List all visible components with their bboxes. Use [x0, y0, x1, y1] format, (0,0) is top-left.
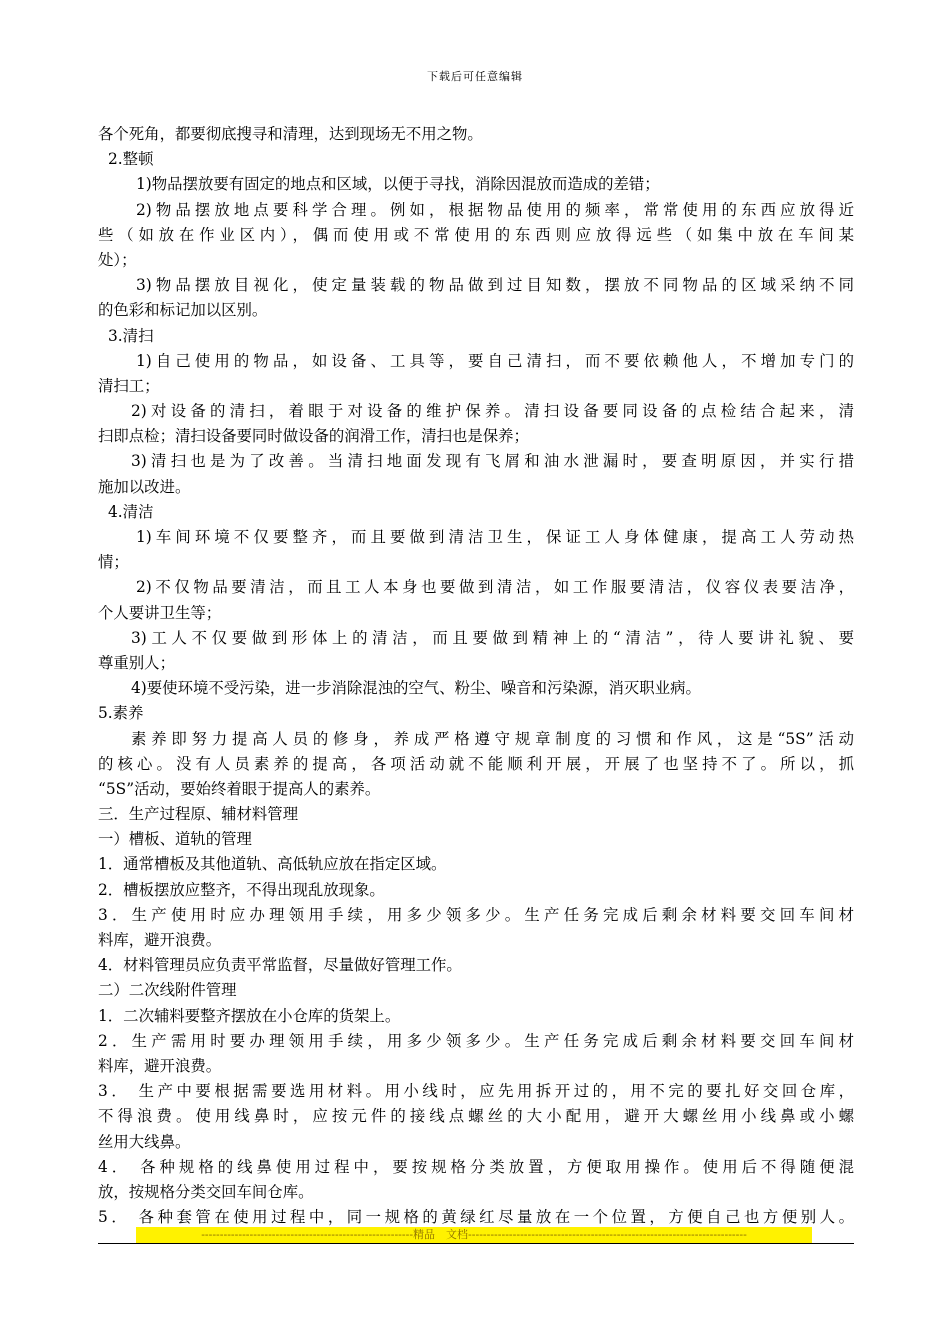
footer-rule [98, 1243, 854, 1244]
text-line: 5.素养 [98, 704, 144, 723]
text-line: 2.整顿 [108, 150, 154, 169]
text-line: 2．生产需用时要办理领用手续，用多少领多少。生产任务完成后剩余材料要交回车间材 [98, 1031, 854, 1050]
text-line: 5． 各种套管在使用过程中，同一规格的黄绿红尽量放在一个位置，方便自己也方便别人。 [98, 1208, 854, 1227]
text-line: 施加以改进。 [98, 477, 191, 496]
text-line: 1)车间环境不仅要整齐，而且要做到清洁卫生，保证工人身体健康，提高工人劳动热 [136, 528, 854, 546]
text-line: 4)要使环境不受污染，进一步消除混浊的空气、粉尘、噪音和污染源，消灭职业病。 [131, 679, 701, 698]
text-line: 4．材料管理员应负责平常监督，尽量做好管理工作。 [98, 956, 462, 975]
text-line: 三．生产过程原、辅材料管理 [98, 805, 299, 824]
text-line: 3.清扫 [108, 326, 154, 345]
text-line: 3)清扫也是为了改善。当清扫地面发现有飞屑和油水泄漏时，要查明原因，并实行措 [131, 452, 854, 471]
text-line: 4.清洁 [108, 502, 154, 521]
text-line: 二）二次线附件管理 [98, 981, 237, 1000]
text-line: 放，按规格分类交回车间仓库。 [98, 1182, 314, 1201]
text-line: 4． 各种规格的线鼻使用过程中，要按规格分类放置，方便取用操作。使用后不得随便混 [98, 1157, 854, 1176]
text-line: 尊重别人； [98, 653, 175, 672]
text-line: 丝用大线鼻。 [98, 1132, 191, 1151]
text-line: 的色彩和标记加以区别。 [98, 301, 268, 320]
text-line: 清扫工； [98, 376, 160, 395]
text-line: 1)自己使用的物品，如设备、工具等，要自己清扫，而不要依赖他人，不增加专门的 [136, 351, 854, 370]
text-line: 3)物品摆放目视化，使定量装载的物品做到过目知数，摆放不同物品的区域采纳不同 [136, 276, 854, 295]
text-line: 素养即努力提高人员的修身，养成严格遵守规章制度的习惯和作风，这是“5S”活动 [131, 729, 854, 748]
text-line: 料库，避开浪费。 [98, 1056, 222, 1075]
text-line: 处）； [98, 250, 137, 269]
text-line: 2)对设备的清扫，着眼于对设备的维护保养。清扫设备要同设备的点检结合起来，清 [131, 402, 854, 421]
text-line: 2)不仅物品要清洁，而且工人本身也要做到清洁，如工作服要清洁，仪容仪表要洁净， [136, 578, 854, 597]
text-line: 2．槽板摆放应整齐，不得出现乱放现象。 [98, 880, 385, 899]
text-line: 3)工人不仅要做到形体上的清洁，而且要做到精神上的“清洁”，待人要讲礼貌、要 [131, 628, 854, 647]
text-line: 一）槽板、道轨的管理 [98, 830, 252, 849]
text-line: 些（如放在作业区内），偶而使用或不常使用的东西则应放得远些（如集中放在车间某 [98, 225, 854, 244]
document-body [98, 122, 854, 1230]
text-line: 各个死角，都要彻底搜寻和清理，达到现场无不用之物。 [98, 125, 483, 143]
page-header: 下载后可任意编辑 [427, 70, 523, 83]
text-line: 1)物品摆放要有固定的地点和区域，以便于寻找，消除因混放而造成的差错； [136, 175, 660, 194]
text-line: 扫即点检；清扫设备要同时做设备的润滑工作，清扫也是保养； [98, 427, 529, 446]
text-line: 不得浪费。使用线鼻时，应按元件的接线点螺丝的大小配用，避开大螺丝用小线鼻或小螺 [98, 1107, 854, 1126]
text-line: 2)物品摆放地点要科学合理。例如，根据物品使用的频率，常常使用的东西应放得近 [136, 200, 854, 219]
text-line: 3． 生产中要根据需要选用材料。用小线时，应先用拆开过的，用不完的要扎好交回仓库， [98, 1082, 854, 1101]
text-line: 1．通常槽板及其他道轨、高低轨应放在指定区域。 [98, 855, 447, 874]
text-line: 个人要讲卫生等； [98, 603, 222, 622]
text-line: 1．二次辅料要整齐摆放在小仓库的货架上。 [98, 1006, 401, 1025]
text-line: 3．生产使用时应办理领用手续，用多少领多少。生产任务完成后剩余材料要交回车间材 [98, 905, 854, 924]
text-line: “5S”活动，要始终着眼于提高人的素养。 [98, 779, 381, 798]
text-line: 情； [98, 553, 129, 572]
footer-banner: ---------------------------------------------------------精品 文档--------------------------------------------------------------------------- [136, 1227, 812, 1243]
text-line: 料库，避开浪费。 [98, 931, 222, 949]
text-line: 的核心。没有人员素养的提高，各项活动就不能顺利开展，开展了也坚持不了。所以，抓 [98, 754, 854, 773]
